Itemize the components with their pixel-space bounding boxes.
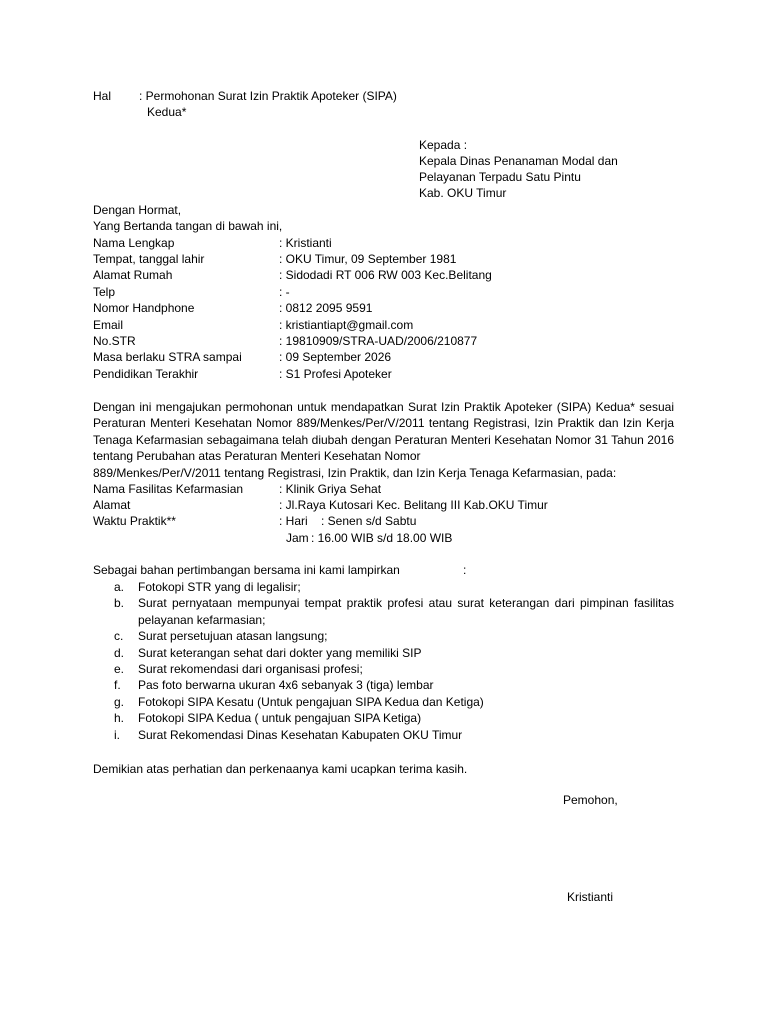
list-item-text: Pas foto berwarna ukuran 4x6 sebanyak 3 (tiga) lembar: [138, 678, 434, 693]
recipient-salutation: Kepada :: [419, 138, 468, 152]
list-marker: a.: [114, 580, 125, 594]
list-item: [114, 661, 674, 677]
closing-text: Demikian atas perhatian dan perkenaanya kami ucapkan terima kasih.: [93, 762, 468, 776]
field-label: Tempat, tanggal lahir: [93, 252, 205, 266]
list-item-text: Surat keterangan sehat dari dokter yang memiliki SIP: [138, 645, 422, 660]
field-value: : Sidodadi RT 006 RW 003 Kec.Belitang: [279, 268, 492, 282]
email-value: : kristiantiapt@gmail.com: [279, 318, 414, 332]
list-marker: h.: [114, 711, 125, 726]
list-marker: g.: [114, 694, 125, 709]
list-item-text: Surat Rekomendasi Dinas Kesehatan Kabupaten OKU Timur: [138, 727, 463, 742]
body-paragraph-text: Dengan ini mengajukan permohonan untuk mendapatkan Surat Izin Praktik Apoteker (SIPA) Kedua* sesuai Peraturan Menteri Kesehatan Nomor 889/Menkes/Per/V/2011 tentang Registrasi, Izin Praktik dan Izin Kerja Tenaga Kefarmasian sebagaimana telah diubah dengan Peraturan Menteri Kesehatan Nomor 31 Tahun 2016 tentang Perubahan atas Peraturan Menteri Kesehatan Nomor: [93, 400, 674, 464]
list-item-text: Fotokopi SIPA Kedua ( untuk pengajuan SIPA Ketiga): [138, 711, 422, 726]
field-value: : Hari : Senen s/d Sabtu: [279, 514, 417, 528]
signer-role: Pemohon,: [563, 793, 618, 807]
field-value: : 09 September 2026: [279, 350, 392, 364]
field-value: : 19810909/STRA-UAD/2006/210877: [279, 334, 478, 348]
body-paragraph-last-line: 889/Menkes/Per/V/2011 tentang Registrasi, Izin Praktik, dan Izin Kerja Tenaga Kefarmasian, pada:: [93, 465, 617, 480]
list-item-text: Surat rekomendasi dari organisasi profesi;: [138, 662, 363, 677]
field-value: : OKU Timur, 09 September 1981: [279, 252, 457, 266]
list-item: [114, 710, 674, 726]
field-value: : Klinik Griya Sehat: [279, 482, 382, 496]
list-item: [114, 694, 674, 710]
attachments-list: [114, 579, 674, 743]
list-item-text: Surat persetujuan atasan langsung;: [138, 629, 328, 644]
recipient-line: Kab. OKU Timur: [419, 186, 507, 200]
signer-name: Kristianti: [567, 890, 614, 904]
intro-line: Yang Bertanda tangan di bawah ini,: [93, 219, 283, 233]
subject-text-line2: Kedua*: [147, 105, 187, 119]
field-value: : 0812 2095 9591: [279, 301, 373, 315]
list-marker: i.: [114, 727, 120, 742]
list-item-text: Surat pernyataan mempunyai tempat praktik profesi atau surat keterangan dari pimpinan fasilitas pelayanan kefarmasian;: [138, 596, 674, 627]
field-label: Nomor Handphone: [93, 301, 195, 315]
list-item: [114, 628, 674, 644]
list-item: [114, 727, 674, 743]
field-value: : -: [279, 285, 290, 299]
list-item: [114, 579, 674, 595]
field-label: Nama Lengkap: [93, 236, 175, 250]
list-item: [114, 645, 674, 661]
field-label: Waktu Praktik**: [93, 514, 176, 528]
field-value: : Kristianti: [279, 236, 332, 250]
list-item-text: Fotokopi SIPA Kesatu (Untuk pengajuan SIPA Kedua dan Ketiga): [138, 694, 484, 709]
field-label: Masa berlaku STRA sampai: [93, 350, 242, 364]
field-label: Alamat Rumah: [93, 268, 173, 282]
recipient-line: Kepala Dinas Penanaman Modal dan: [419, 154, 618, 168]
list-item: [114, 677, 674, 693]
list-item: [114, 595, 674, 628]
attachments-colon: :: [463, 563, 467, 577]
list-marker: f.: [114, 678, 121, 693]
subject-text: : Permohonan Surat Izin Praktik Apoteker (SIPA): [139, 89, 397, 103]
field-label: Email: [93, 318, 124, 332]
field-label: Alamat: [93, 498, 131, 512]
field-value: : Jl.Raya Kutosari Kec. Belitang III Kab.OKU Timur: [279, 498, 548, 512]
field-value: : S1 Profesi Apoteker: [279, 367, 392, 381]
hours-label: Jam: [286, 531, 309, 545]
list-marker: e.: [114, 662, 125, 677]
field-label: No.STR: [93, 334, 136, 348]
field-label: Telp: [93, 285, 116, 299]
hours-value: : 16.00 WIB s/d 18.00 WIB: [311, 531, 453, 545]
body-paragraph: [93, 399, 674, 481]
attachments-intro: Sebagai bahan pertimbangan bersama ini kami lampirkan: [93, 563, 400, 577]
list-marker: d.: [114, 645, 125, 660]
field-label: Pendidikan Terakhir: [93, 367, 199, 381]
list-marker: c.: [114, 629, 124, 644]
field-label: Nama Fasilitas Kefarmasian: [93, 482, 244, 496]
subject-label: Hal: [93, 89, 112, 103]
greeting: Dengan Hormat,: [93, 203, 182, 217]
recipient-line: Pelayanan Terpadu Satu Pintu: [419, 170, 581, 184]
list-item-text: Fotokopi STR yang di legalisir;: [138, 580, 301, 594]
list-marker: b.: [114, 596, 125, 611]
